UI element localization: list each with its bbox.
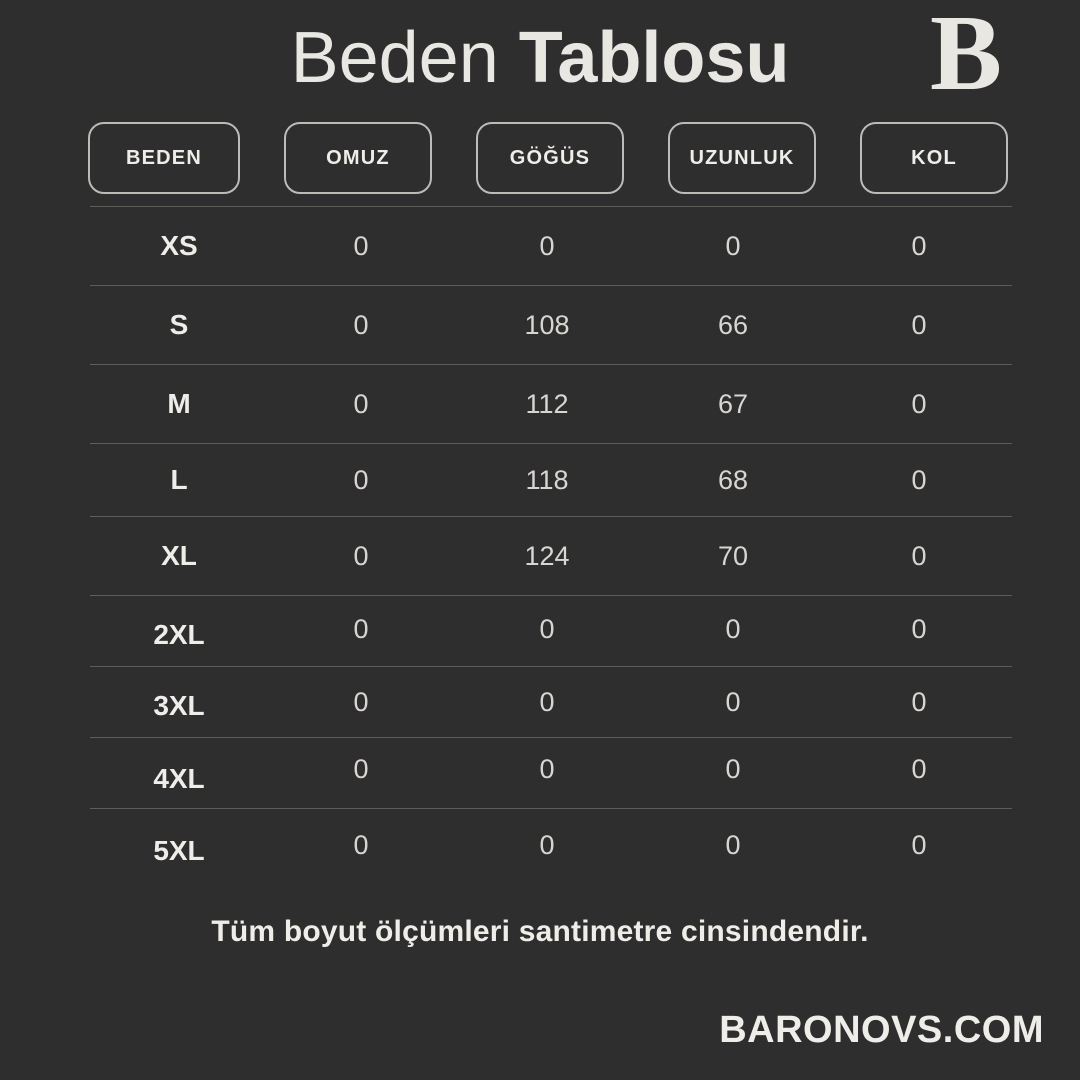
cell-gogus: 108 (524, 309, 570, 340)
website-label: BARONOVS.COM (719, 1009, 1044, 1051)
cell-gogus: 0 (539, 230, 555, 261)
cell-kol: 0 (911, 540, 927, 571)
cell-size: XS (160, 230, 198, 261)
cell-kol: 0 (911, 613, 927, 644)
cell-kol: 0 (911, 686, 927, 717)
title-text (291, 17, 790, 99)
cell-gogus: 0 (539, 829, 555, 860)
cell-uzunluk: 66 (717, 309, 749, 340)
cell-kol: 0 (911, 230, 927, 261)
table-row (90, 666, 1012, 737)
cell-omuz: 0 (353, 464, 369, 495)
cell-uzunluk: 0 (725, 686, 741, 717)
column-header-omuz: OMUZ (284, 122, 432, 194)
column-header-gogus: GÖĞÜS (476, 122, 624, 194)
cell-omuz: 0 (353, 388, 369, 419)
column-header-beden: BEDEN (88, 122, 240, 194)
cell-gogus: 124 (524, 540, 570, 571)
cell-kol: 0 (911, 829, 927, 860)
cell-gogus: 0 (539, 753, 555, 784)
cell-uzunluk: 70 (717, 540, 749, 571)
table-row (90, 808, 1012, 881)
cell-size: L (170, 464, 188, 495)
cell-uzunluk: 0 (725, 829, 741, 860)
cell-gogus: 118 (525, 464, 569, 495)
table-row (90, 737, 1012, 808)
cell-size: 4XL (153, 763, 205, 794)
cell-uzunluk: 68 (717, 464, 749, 495)
cell-omuz: 0 (353, 753, 369, 784)
cell-size: 2XL (153, 619, 205, 650)
column-header-uzunluk: UZUNLUK (668, 122, 816, 194)
title-light-part: Beden (290, 18, 519, 98)
cell-gogus: 0 (539, 613, 555, 644)
cell-omuz: 0 (353, 540, 369, 571)
cell-uzunluk: 0 (725, 230, 741, 261)
cell-kol: 0 (911, 753, 927, 784)
table-row (90, 364, 1012, 443)
table-row (90, 516, 1012, 595)
cell-uzunluk: 0 (725, 753, 741, 784)
cell-omuz: 0 (353, 686, 369, 717)
size-table (90, 206, 1012, 881)
cell-kol: 0 (911, 388, 927, 419)
table-row (90, 206, 1012, 285)
cell-uzunluk: 67 (717, 388, 749, 419)
cell-size: XL (161, 540, 197, 571)
cell-size: 3XL (153, 690, 205, 721)
cell-kol: 0 (911, 464, 927, 495)
cell-omuz: 0 (353, 829, 369, 860)
cell-size: 5XL (153, 835, 205, 866)
table-row (90, 595, 1012, 666)
table-row (90, 285, 1012, 364)
measurement-note: Tüm boyut ölçümleri santimetre cinsindendir. (211, 915, 869, 948)
cell-uzunluk: 0 (725, 613, 741, 644)
title-bold-part: Tablosu (518, 18, 790, 98)
cell-kol: 0 (911, 309, 927, 340)
cell-omuz: 0 (353, 309, 369, 340)
cell-gogus: 0 (539, 686, 555, 717)
cell-omuz: 0 (353, 230, 369, 261)
brand-logo-icon: B (929, 0, 1002, 113)
page-title (0, 8, 1080, 108)
table-header-row (88, 122, 1020, 194)
table-row (90, 443, 1012, 516)
column-header-kol: KOL (860, 122, 1008, 194)
cell-gogus: 112 (525, 388, 569, 419)
cell-size: S (169, 309, 189, 340)
cell-omuz: 0 (353, 613, 369, 644)
cell-size: M (167, 388, 191, 419)
